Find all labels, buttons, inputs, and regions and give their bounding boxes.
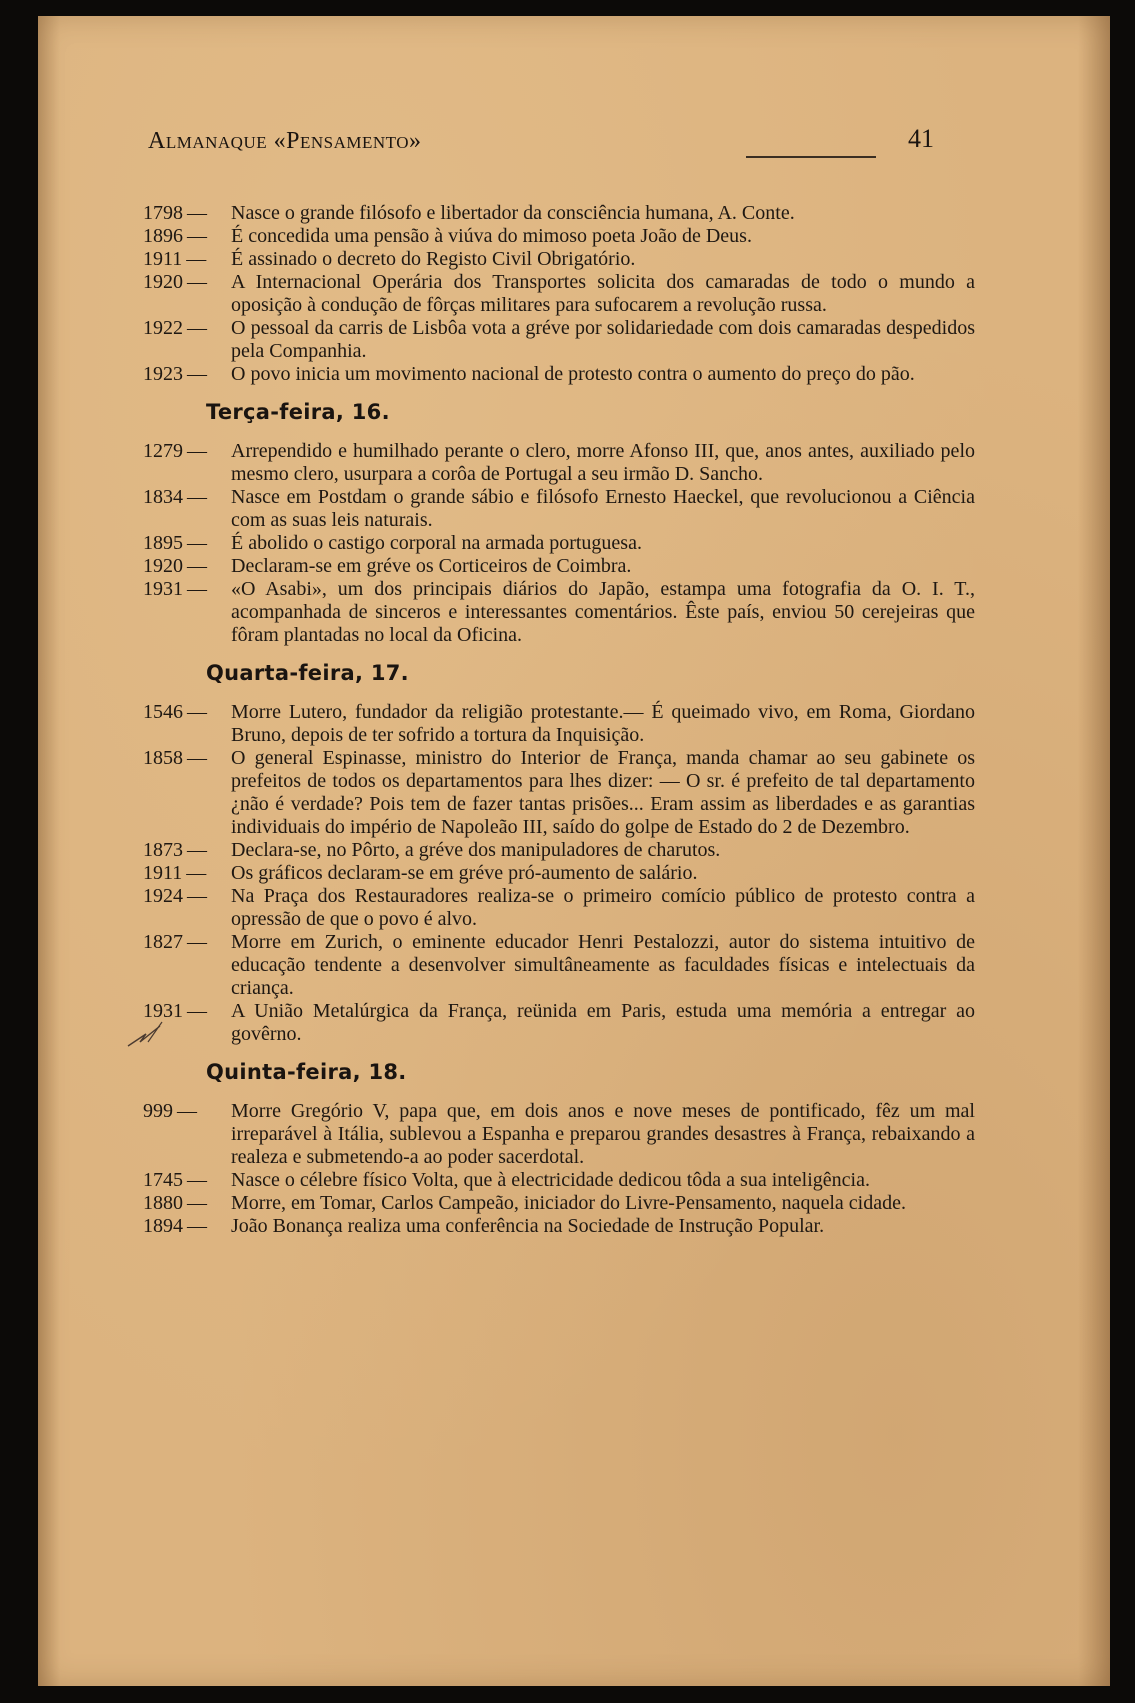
- entry-year: 1894: [143, 1215, 183, 1237]
- entry-year: 1798: [143, 202, 183, 224]
- entry-year: 1896: [143, 225, 183, 247]
- entry-text: João Bonança realiza uma conferência na Sociedade de Instrução Popular.: [231, 1215, 825, 1237]
- almanac-entry: [143, 317, 975, 363]
- entry-dash: —: [187, 271, 207, 293]
- entry-text: É assinado o decreto do Registo Civil Obrigatório.: [231, 248, 636, 270]
- entry-text: «O Asabi», um dos principais diários do Japão, estampa uma fotografia da O. I. T., acompanhada de sinceros e interessantes comentários. Êste país, enviou 50 cerejeiras que fôram plantadas no local da Oficina.: [231, 578, 975, 646]
- entry-text: Na Praça dos Restauradores realiza-se o primeiro comício público de protesto contra a opressão de que o povo é alvo.: [231, 885, 975, 930]
- entry-year-block: [143, 271, 231, 294]
- entry-dash: —: [187, 839, 207, 861]
- entry-year: 1924: [143, 885, 183, 907]
- entry-text: O povo inicia um movimento nacional de protesto contra o aumento do preço do pão.: [231, 363, 915, 385]
- entry-year-block: [143, 701, 231, 724]
- entry-dash: —: [187, 701, 207, 723]
- entry-dash: —: [187, 555, 207, 577]
- entry-text: Declaram-se em gréve os Corticeiros de Coimbra.: [231, 555, 632, 577]
- entry-year-block: [143, 839, 231, 862]
- entry-text: Morre em Zurich, o eminente educador Henri Pestalozzi, autor do sistema intuitivo de educação tendente a desenvolver simultâneamente as faculdades físicas e intelectuais da criança.: [231, 931, 975, 999]
- almanac-entry: [143, 1100, 975, 1169]
- entry-year: 1827: [143, 931, 183, 953]
- entry-year-block: [143, 225, 231, 248]
- entry-text: O pessoal da carris de Lisbôa vota a gréve por solidariedade com dois camaradas despedidos pela Companhia.: [231, 317, 975, 362]
- entry-year-block: [143, 555, 231, 578]
- entry-dash: —: [187, 1169, 207, 1191]
- entry-year: 1873: [143, 839, 183, 861]
- almanac-entry: [143, 1192, 975, 1215]
- entry-dash: —: [187, 1000, 207, 1022]
- almanac-entry: [143, 271, 975, 317]
- entry-dash: —: [186, 248, 207, 270]
- entry-year-block: [143, 363, 231, 386]
- almanac-entry: [143, 555, 975, 578]
- entry-text: Nasce o célebre físico Volta, que à electricidade dedicou tôda a sua inteligência.: [231, 1169, 870, 1191]
- almanac-entry: [143, 1000, 975, 1046]
- entry-year-block: [143, 202, 231, 225]
- almanac-entry: [143, 931, 975, 1000]
- entry-dash: —: [187, 202, 207, 224]
- entry-dash: —: [177, 1100, 197, 1122]
- entry-dash: —: [187, 1215, 207, 1237]
- almanac-entry: [143, 1215, 975, 1238]
- entry-text: Arrependido e humilhado perante o clero, morre Afonso III, que, anos antes, auxiliado pelo mesmo clero, usurpara a corôa de Portugal a seu irmão D. Sancho.: [231, 440, 975, 485]
- entry-year: 1911: [143, 248, 183, 270]
- entry-year: 1279: [143, 440, 183, 462]
- entry-text: É abolido o castigo corporal na armada portuguesa.: [231, 532, 642, 554]
- entry-text: É concedida uma pensão à viúva do mimoso poeta João de Deus.: [231, 225, 752, 247]
- entry-dash: —: [187, 1192, 207, 1214]
- book-page: [38, 16, 1110, 1686]
- header-title: Almanaque «Pensamento»: [148, 128, 422, 154]
- entry-year: 1922: [143, 317, 183, 339]
- entry-dash: —: [187, 532, 207, 554]
- entry-year-block: [143, 862, 231, 885]
- almanac-entry: [143, 532, 975, 555]
- almanac-entry: [143, 839, 975, 862]
- entry-year-block: [143, 1192, 231, 1215]
- entry-text: Nasce em Postdam o grande sábio e filósofo Ernesto Haeckel, que revolucionou a Ciência com as suas leis naturais.: [231, 486, 975, 531]
- entry-year: 1911: [143, 862, 183, 884]
- almanac-entry: [143, 486, 975, 532]
- entry-year: 1920: [143, 555, 183, 577]
- entry-text: Nasce o grande filósofo e libertador da consciência humana, A. Conte.: [231, 202, 795, 224]
- entry-text: Morre Lutero, fundador da religião protestante.— É queimado vivo, em Roma, Giordano Bruno, depois de ter sofrido a tortura da Inquisição.: [231, 701, 975, 746]
- entry-text: O general Espinasse, ministro do Interior de França, manda chamar ao seu gabinete os prefeitos de todos os departamentos para lhes dizer: — O sr. é prefeito de tal departamento ¿não é verdade? Pois tem de fazer tantas prisões... Eram assim as liberdades e as garantias individuais do império de Napoleão III, saído do golpe de Estado do 2 de Dezembro.: [231, 747, 975, 838]
- entry-text: Declara-se, no Pôrto, a gréve dos manipuladores de charutos.: [231, 839, 721, 861]
- entry-text: Morre Gregório V, papa que, em dois anos e nove meses de pontificado, fêz um mal irreparável à Itália, sublevou a Espanha e preparou grandes desastres à França, rebaixando a realeza e submetendo-a ao poder sacerdotal.: [231, 1100, 975, 1168]
- entry-year-block: [143, 486, 231, 509]
- entry-year-block: [143, 578, 231, 601]
- almanac-entry: [143, 202, 975, 225]
- entry-dash: —: [187, 931, 207, 953]
- entry-dash: —: [187, 747, 207, 769]
- entry-year-block: [143, 317, 231, 340]
- entry-dash: —: [187, 225, 207, 247]
- entry-year-block: [143, 747, 231, 770]
- entry-year-block: [143, 931, 231, 954]
- entry-year-block: [143, 248, 231, 271]
- entry-year: 1546: [143, 701, 183, 723]
- almanac-entry: [143, 248, 975, 271]
- almanac-entry: [143, 747, 975, 839]
- entry-year: 1923: [143, 363, 183, 385]
- entry-text: Os gráficos declaram-se em gréve pró-aumento de salário.: [231, 862, 698, 884]
- entry-year-block: [143, 532, 231, 555]
- entry-year: 1920: [143, 271, 183, 293]
- entry-year: 1858: [143, 747, 183, 769]
- entry-year-block: [143, 440, 231, 463]
- almanac-entry: [143, 440, 975, 486]
- entry-year-block: [143, 1215, 231, 1238]
- entry-year-block: [143, 1100, 231, 1123]
- almanac-entry: [143, 701, 975, 747]
- entry-dash: —: [187, 486, 207, 508]
- entry-year: 999: [143, 1100, 173, 1122]
- entry-year: 1745: [143, 1169, 183, 1191]
- page-number: 41: [908, 124, 934, 153]
- day-heading: Quinta-feira, 18.: [206, 1060, 407, 1084]
- almanac-entry: [143, 578, 975, 647]
- almanac-entry: [143, 1169, 975, 1192]
- almanac-body: [143, 202, 975, 1238]
- running-header: [148, 124, 934, 166]
- almanac-entry: [143, 885, 975, 931]
- almanac-entry: [143, 225, 975, 248]
- entry-dash: —: [187, 317, 207, 339]
- entry-year: 1931: [143, 578, 183, 600]
- entry-dash: —: [187, 440, 207, 462]
- entry-year: 1895: [143, 532, 183, 554]
- entry-dash: —: [186, 862, 207, 884]
- entry-year-block: [143, 885, 231, 908]
- almanac-entry: [143, 862, 975, 885]
- day-heading: Terça-feira, 16.: [206, 400, 390, 424]
- header-rule: [746, 156, 876, 158]
- entry-dash: —: [187, 363, 207, 385]
- entry-year-block: [143, 1000, 231, 1023]
- almanac-entry: [143, 363, 975, 386]
- entry-text: A Internacional Operária dos Transportes solicita dos camaradas de todo o mundo a oposição à condução de fôrças militares para sufocarem a revolução russa.: [231, 271, 975, 316]
- entry-year-block: [143, 1169, 231, 1192]
- entry-year: 1834: [143, 486, 183, 508]
- entry-text: Morre, em Tomar, Carlos Campeão, iniciador do Livre-Pensamento, naquela cidade.: [231, 1192, 906, 1214]
- entry-dash: —: [187, 885, 207, 907]
- entry-year: 1931: [143, 1000, 183, 1022]
- day-heading: Quarta-feira, 17.: [206, 661, 409, 685]
- entry-text: A União Metalúrgica da França, reünida em Paris, estuda uma memória a entregar ao govêrno.: [231, 1000, 975, 1045]
- entry-dash: —: [187, 578, 207, 600]
- entry-year: 1880: [143, 1192, 183, 1214]
